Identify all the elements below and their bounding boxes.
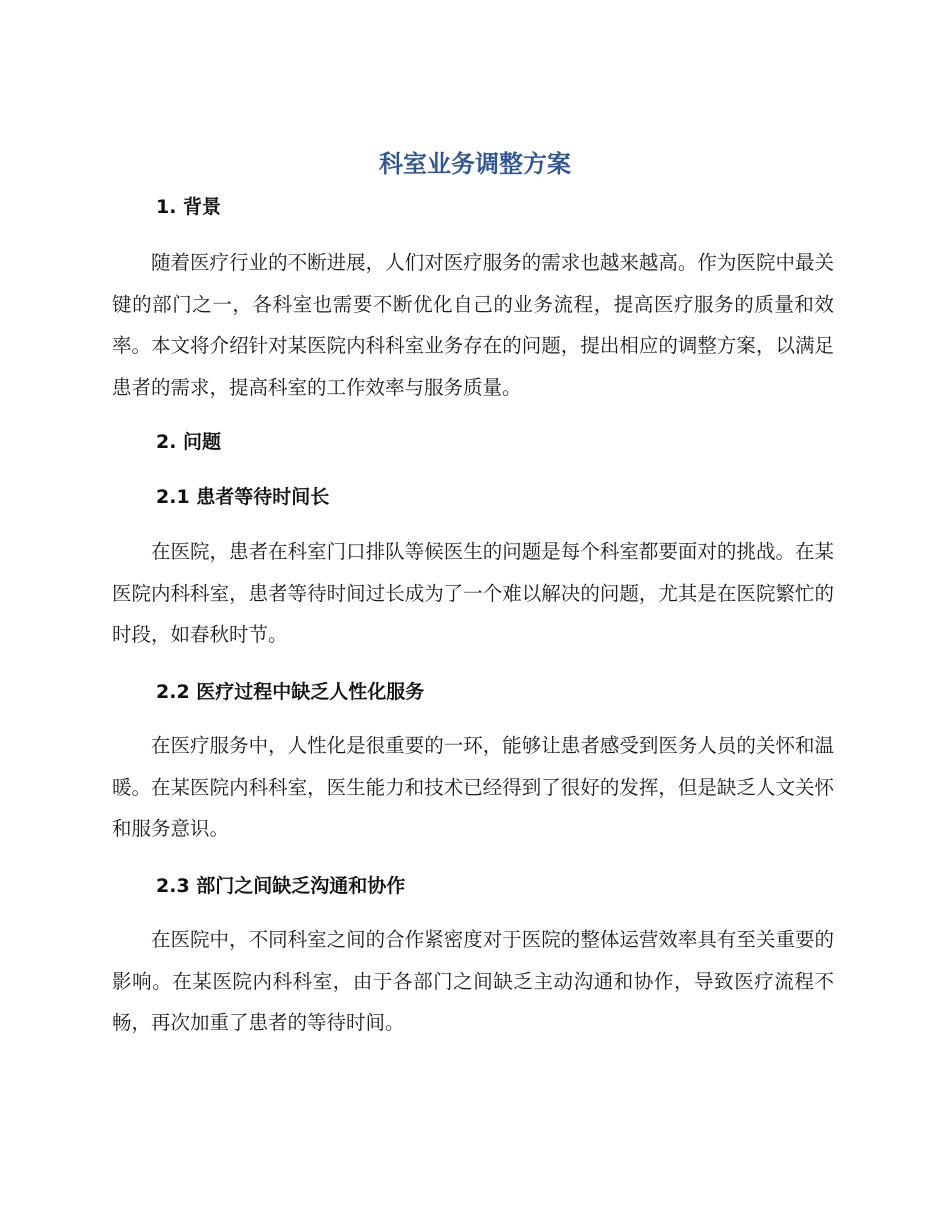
section-heading-waiting-time: 2.1 患者等待时间长 [156, 486, 330, 508]
section-paragraph-waiting-time: 在医院，患者在科室门口排队等候医生的问题是每个科室都要面对的挑战。在某医院内科科室，患者等待时间过长成为了一个难以解决的问题，尤其是在医院繁忙的时段，如春秋时节。 [112, 540, 834, 646]
section-paragraph-background: 随着医疗行业的不断进展，人们对医疗服务的需求也越来越高。作为医院中最关键的部门之一，各科室也需要不断优化自己的业务流程，提高医疗服务的质量和效率。本文将介绍针对某医院内科科室业务存在的问题，提出相应的调整方案，以满足患者的需求，提高科室的工作效率与服务质量。 [112, 251, 834, 399]
section-paragraph-humanized-service: 在医疗服务中，人性化是很重要的一环，能够让患者感受到医务人员的关怀和温暖。在某医院内科科室，医生能力和技术已经得到了很好的发挥，但是缺乏人文关怀和服务意识。 [112, 734, 834, 840]
section-heading-communication: 2.3 部门之间缺乏沟通和协作 [156, 875, 406, 897]
section-heading-problems: 2. 问题 [156, 431, 222, 453]
section-heading-background: 1. 背景 [156, 196, 222, 218]
section-paragraph-communication: 在医院中，不同科室之间的合作紧密度对于医院的整体运营效率具有至关重要的影响。在某医院内科科室，由于各部门之间缺乏主动沟通和协作，导致医疗流程不畅，再次加重了患者的等待时间。 [112, 928, 834, 1034]
document-title: 科室业务调整方案 [379, 150, 571, 178]
section-heading-humanized-service: 2.2 医疗过程中缺乏人性化服务 [156, 681, 425, 703]
